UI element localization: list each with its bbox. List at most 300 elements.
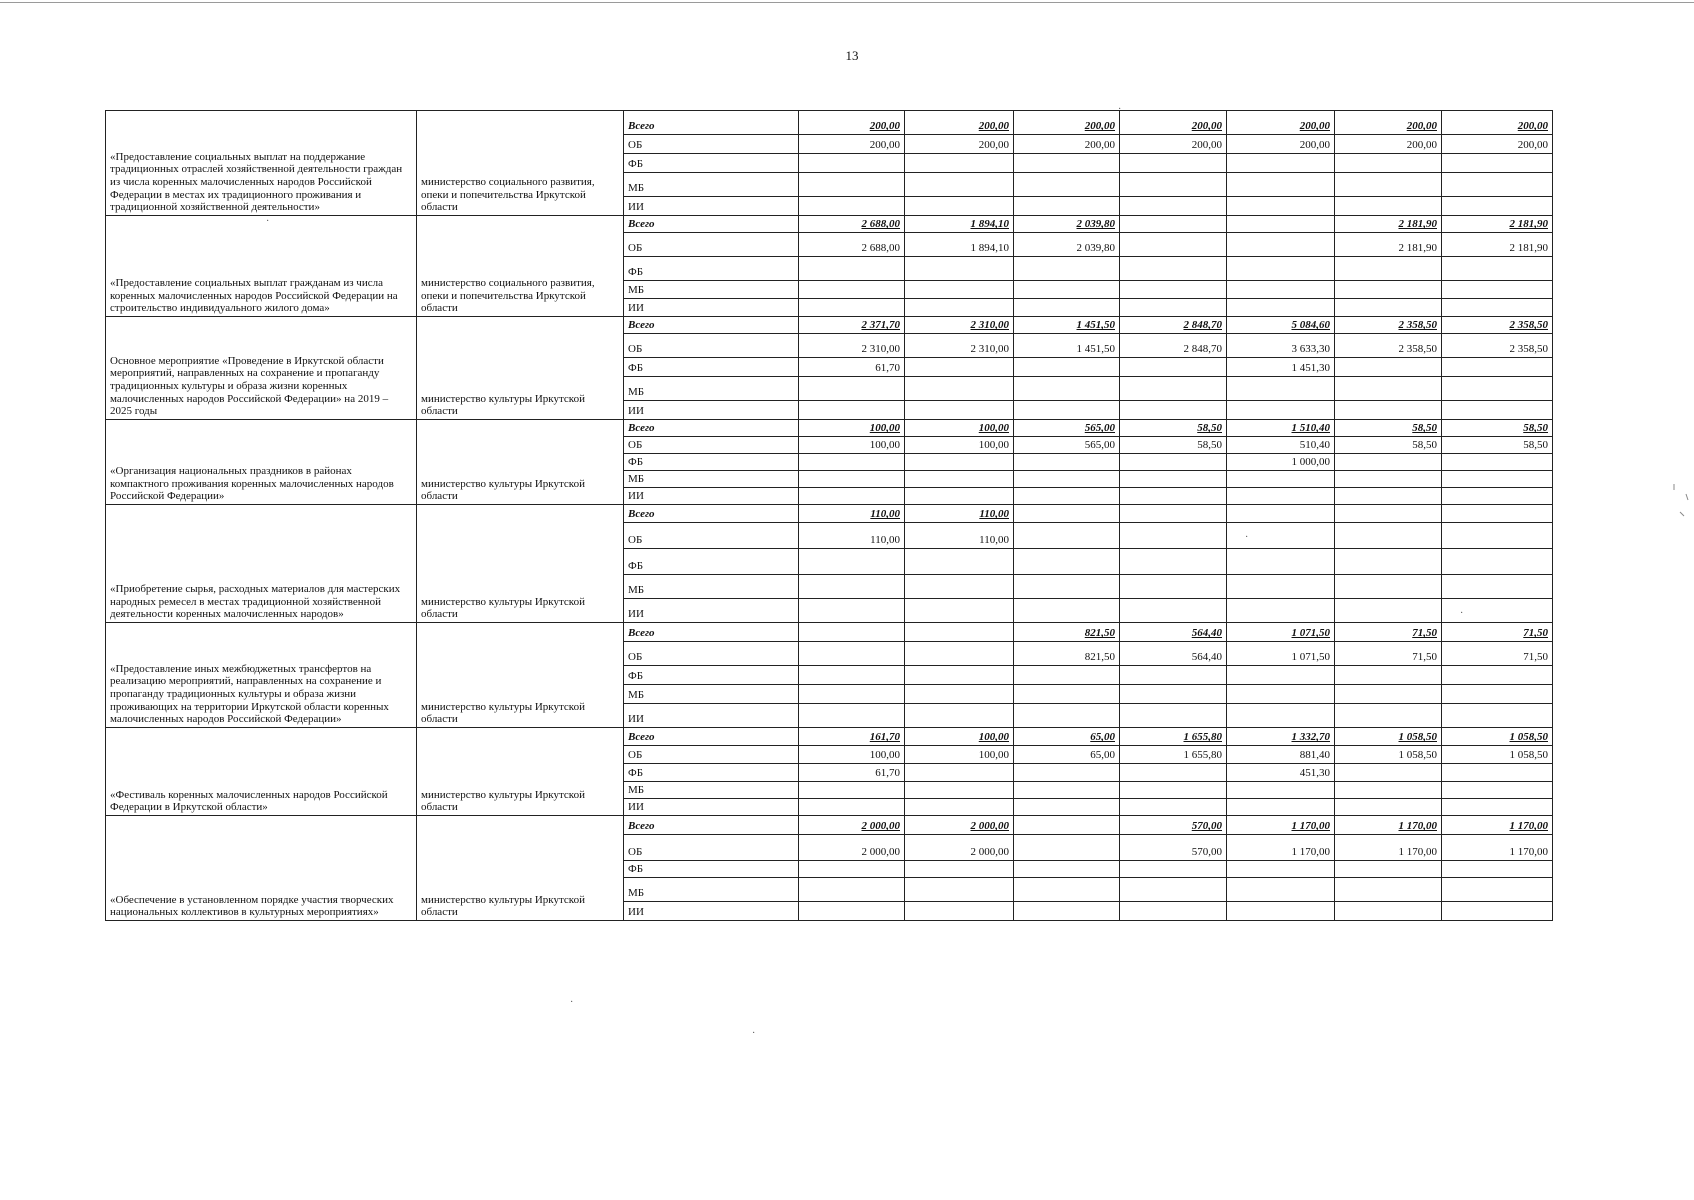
amount-cell bbox=[905, 281, 1014, 299]
amount-cell bbox=[1335, 666, 1442, 685]
amount-cell bbox=[1227, 154, 1335, 173]
amount-cell: 2 358,50 bbox=[1442, 334, 1553, 358]
responsible-executor-cell: министерство культуры Иркутской области bbox=[417, 505, 624, 623]
amount-cell bbox=[1227, 704, 1335, 728]
amount-cell: 1 170,00 bbox=[1227, 816, 1335, 835]
amount-cell bbox=[1442, 575, 1553, 599]
amount-cell bbox=[1120, 666, 1227, 685]
amount-cell: 110,00 bbox=[799, 505, 905, 523]
amount-cell bbox=[799, 799, 905, 816]
amount-cell bbox=[1227, 549, 1335, 575]
amount-cell: 2 039,80 bbox=[1014, 233, 1120, 257]
amount-cell bbox=[1442, 257, 1553, 281]
amount-cell bbox=[799, 642, 905, 666]
amount-cell: 451,30 bbox=[1227, 764, 1335, 782]
amount-cell: 200,00 bbox=[1335, 135, 1442, 154]
amount-cell bbox=[1442, 197, 1553, 216]
amount-cell bbox=[905, 902, 1014, 921]
amount-cell bbox=[1442, 401, 1553, 420]
table-row-total bbox=[106, 505, 1553, 523]
amount-cell bbox=[1227, 782, 1335, 799]
amount-cell bbox=[1120, 704, 1227, 728]
amount-cell: 2 310,00 bbox=[905, 317, 1014, 334]
amount-cell bbox=[1120, 505, 1227, 523]
amount-cell bbox=[1442, 902, 1553, 921]
amount-cell: 200,00 bbox=[1227, 111, 1335, 135]
amount-cell bbox=[1442, 377, 1553, 401]
amount-cell bbox=[1442, 764, 1553, 782]
amount-cell bbox=[1442, 299, 1553, 317]
amount-cell: 1 894,10 bbox=[905, 216, 1014, 233]
amount-cell: 2 371,70 bbox=[799, 317, 905, 334]
amount-cell bbox=[1442, 173, 1553, 197]
amount-cell bbox=[1014, 666, 1120, 685]
amount-cell: 1 510,40 bbox=[1227, 420, 1335, 437]
amount-cell bbox=[1120, 299, 1227, 317]
funding-source-label: ОБ bbox=[624, 437, 799, 454]
funding-source-label: Всего bbox=[624, 816, 799, 835]
amount-cell: 200,00 bbox=[905, 135, 1014, 154]
amount-cell: 200,00 bbox=[905, 111, 1014, 135]
amount-cell bbox=[1335, 599, 1442, 623]
amount-cell bbox=[1335, 704, 1442, 728]
amount-cell bbox=[1335, 505, 1442, 523]
amount-cell bbox=[905, 197, 1014, 216]
amount-cell bbox=[799, 599, 905, 623]
amount-cell bbox=[1335, 299, 1442, 317]
amount-cell bbox=[799, 154, 905, 173]
amount-cell: 58,50 bbox=[1335, 420, 1442, 437]
amount-cell: 3 633,30 bbox=[1227, 334, 1335, 358]
funding-source-label: МБ bbox=[624, 782, 799, 799]
activity-name-cell: «Предоставление иных межбюджетных трансфертов на реализацию мероприятий, направленных на сохранение и пропаганду традиционных культуры и образа жизни проживающих на территории Иркутской области коренных малочисленных народов Российской Федерации» bbox=[106, 623, 417, 728]
amount-cell bbox=[1335, 861, 1442, 878]
amount-cell bbox=[1335, 197, 1442, 216]
amount-cell bbox=[1335, 799, 1442, 816]
funding-source-label: ФБ bbox=[624, 549, 799, 575]
amount-cell bbox=[905, 575, 1014, 599]
funding-source-label: ОБ bbox=[624, 835, 799, 861]
amount-cell bbox=[799, 878, 905, 902]
amount-cell bbox=[1120, 764, 1227, 782]
funding-source-label: МБ bbox=[624, 575, 799, 599]
amount-cell bbox=[1442, 782, 1553, 799]
amount-cell bbox=[905, 878, 1014, 902]
funding-source-label: МБ bbox=[624, 685, 799, 704]
amount-cell bbox=[1120, 173, 1227, 197]
amount-cell bbox=[799, 257, 905, 281]
amount-cell: 1 655,80 bbox=[1120, 728, 1227, 746]
activity-name-cell: Основное мероприятие «Проведение в Иркутской области мероприятий, направленных на сохранение и пропаганду традиционных культуры и образа жизни коренных малочисленных народов Российской Федерации» на 2019 – 2025 годы bbox=[106, 317, 417, 420]
amount-cell bbox=[1120, 154, 1227, 173]
amount-cell bbox=[1335, 281, 1442, 299]
amount-cell bbox=[1335, 764, 1442, 782]
amount-cell: 71,50 bbox=[1335, 623, 1442, 642]
funding-source-label: ОБ bbox=[624, 233, 799, 257]
amount-cell bbox=[905, 154, 1014, 173]
amount-cell bbox=[1014, 599, 1120, 623]
amount-cell bbox=[1120, 575, 1227, 599]
amount-cell: 110,00 bbox=[905, 505, 1014, 523]
amount-cell: 2 039,80 bbox=[1014, 216, 1120, 233]
amount-cell bbox=[1335, 523, 1442, 549]
amount-cell: 1 058,50 bbox=[1335, 728, 1442, 746]
amount-cell bbox=[905, 488, 1014, 505]
amount-cell bbox=[1442, 799, 1553, 816]
amount-cell bbox=[1014, 257, 1120, 281]
amount-cell bbox=[1227, 233, 1335, 257]
amount-cell bbox=[905, 642, 1014, 666]
amount-cell: 58,50 bbox=[1120, 420, 1227, 437]
funding-source-label: МБ bbox=[624, 377, 799, 401]
amount-cell: 2 181,90 bbox=[1442, 233, 1553, 257]
amount-cell bbox=[1442, 488, 1553, 505]
amount-cell: 1 332,70 bbox=[1227, 728, 1335, 746]
funding-source-label: ОБ bbox=[624, 135, 799, 154]
scan-speck: · bbox=[752, 1028, 756, 1039]
amount-cell bbox=[1120, 685, 1227, 704]
amount-cell: 821,50 bbox=[1014, 623, 1120, 642]
scan-speck: · bbox=[1245, 532, 1249, 543]
amount-cell: 200,00 bbox=[1442, 111, 1553, 135]
amount-cell bbox=[1227, 575, 1335, 599]
amount-cell: 570,00 bbox=[1120, 835, 1227, 861]
amount-cell: 565,00 bbox=[1014, 420, 1120, 437]
amount-cell bbox=[905, 685, 1014, 704]
funding-source-label: ОБ bbox=[624, 746, 799, 764]
amount-cell: 2 358,50 bbox=[1442, 317, 1553, 334]
funding-source-label: ИИ bbox=[624, 401, 799, 420]
amount-cell: 1 451,30 bbox=[1227, 358, 1335, 377]
amount-cell bbox=[1120, 281, 1227, 299]
amount-cell: 200,00 bbox=[1120, 111, 1227, 135]
amount-cell bbox=[905, 454, 1014, 471]
amount-cell bbox=[799, 401, 905, 420]
funding-source-label: ОБ bbox=[624, 642, 799, 666]
amount-cell bbox=[1014, 523, 1120, 549]
amount-cell bbox=[1120, 878, 1227, 902]
amount-cell: 1 451,50 bbox=[1014, 317, 1120, 334]
amount-cell bbox=[799, 861, 905, 878]
amount-cell bbox=[799, 488, 905, 505]
amount-cell bbox=[1120, 471, 1227, 488]
amount-cell bbox=[1014, 299, 1120, 317]
funding-source-label: МБ bbox=[624, 878, 799, 902]
amount-cell: 200,00 bbox=[1227, 135, 1335, 154]
amount-cell bbox=[1227, 401, 1335, 420]
amount-cell bbox=[799, 471, 905, 488]
activity-name-cell: «Приобретение сырья, расходных материалов для мастерских народных ремесел в местах традиционной хозяйственной деятельности коренных малочисленных народов» bbox=[106, 505, 417, 623]
amount-cell bbox=[1335, 782, 1442, 799]
funding-source-label: Всего bbox=[624, 216, 799, 233]
amount-cell bbox=[1014, 902, 1120, 921]
amount-cell bbox=[799, 704, 905, 728]
amount-cell bbox=[1014, 549, 1120, 575]
amount-cell: 1 894,10 bbox=[905, 233, 1014, 257]
amount-cell: 200,00 bbox=[1014, 135, 1120, 154]
amount-cell bbox=[905, 173, 1014, 197]
amount-cell: 1 071,50 bbox=[1227, 623, 1335, 642]
amount-cell bbox=[1335, 575, 1442, 599]
amount-cell bbox=[799, 377, 905, 401]
amount-cell bbox=[1442, 505, 1553, 523]
amount-cell: 100,00 bbox=[799, 746, 905, 764]
amount-cell bbox=[1442, 471, 1553, 488]
funding-source-label: ИИ bbox=[624, 299, 799, 317]
amount-cell: 71,50 bbox=[1335, 642, 1442, 666]
amount-cell: 1 058,50 bbox=[1442, 728, 1553, 746]
amount-cell bbox=[799, 549, 905, 575]
amount-cell bbox=[1227, 902, 1335, 921]
amount-cell bbox=[905, 471, 1014, 488]
funding-source-label: ФБ bbox=[624, 861, 799, 878]
amount-cell: 1 058,50 bbox=[1335, 746, 1442, 764]
funding-source-label: ФБ bbox=[624, 358, 799, 377]
amount-cell bbox=[905, 799, 1014, 816]
amount-cell bbox=[1335, 257, 1442, 281]
amount-cell bbox=[799, 454, 905, 471]
funding-source-label: ОБ bbox=[624, 523, 799, 549]
amount-cell bbox=[1227, 799, 1335, 816]
scan-border-line bbox=[0, 2, 1694, 3]
amount-cell: 565,00 bbox=[1014, 437, 1120, 454]
responsible-executor-cell: министерство культуры Иркутской области bbox=[417, 317, 624, 420]
amount-cell bbox=[1120, 377, 1227, 401]
scan-speck: · bbox=[1460, 608, 1464, 619]
amount-cell bbox=[1442, 861, 1553, 878]
amount-cell: 1 058,50 bbox=[1442, 746, 1553, 764]
amount-cell: 71,50 bbox=[1442, 642, 1553, 666]
amount-cell bbox=[905, 861, 1014, 878]
amount-cell: 881,40 bbox=[1227, 746, 1335, 764]
amount-cell: 100,00 bbox=[905, 420, 1014, 437]
amount-cell bbox=[1014, 782, 1120, 799]
amount-cell: 2 310,00 bbox=[905, 334, 1014, 358]
amount-cell bbox=[905, 623, 1014, 642]
amount-cell bbox=[1120, 401, 1227, 420]
amount-cell: 100,00 bbox=[799, 437, 905, 454]
amount-cell bbox=[1335, 154, 1442, 173]
scan-speck: · bbox=[570, 997, 574, 1008]
amount-cell bbox=[1335, 377, 1442, 401]
amount-cell: 821,50 bbox=[1014, 642, 1120, 666]
amount-cell: 65,00 bbox=[1014, 746, 1120, 764]
amount-cell bbox=[1120, 197, 1227, 216]
table-row-total bbox=[106, 728, 1553, 746]
amount-cell: 1 071,50 bbox=[1227, 642, 1335, 666]
amount-cell bbox=[1442, 666, 1553, 685]
amount-cell bbox=[1120, 861, 1227, 878]
amount-cell bbox=[1014, 816, 1120, 835]
amount-cell bbox=[1335, 358, 1442, 377]
amount-cell bbox=[1227, 599, 1335, 623]
amount-cell: 1 451,50 bbox=[1014, 334, 1120, 358]
amount-cell: 61,70 bbox=[799, 358, 905, 377]
amount-cell bbox=[799, 173, 905, 197]
amount-cell bbox=[1227, 377, 1335, 401]
funding-source-label: ФБ bbox=[624, 257, 799, 281]
amount-cell bbox=[1227, 471, 1335, 488]
amount-cell bbox=[1014, 575, 1120, 599]
amount-cell bbox=[1014, 685, 1120, 704]
amount-cell bbox=[905, 666, 1014, 685]
activity-name-cell: «Предоставление социальных выплат на поддержание традиционных отраслей хозяйственной деятельности граждан из числа коренных малочисленных народов Российской Федерации в местах их традиционного проживания и традиционной хозяйственной деятельности» bbox=[106, 111, 417, 216]
amount-cell bbox=[1014, 835, 1120, 861]
amount-cell bbox=[1120, 549, 1227, 575]
amount-cell bbox=[1442, 281, 1553, 299]
activity-name-cell: «Организация национальных праздников в районах компактного проживания коренных малочисленных народов Российской Федерации» bbox=[106, 420, 417, 505]
activity-name-cell: «Предоставление социальных выплат гражданам из числа коренных малочисленных народов Российской Федерации на строительство индивидуального жилого дома» bbox=[106, 216, 417, 317]
amount-cell bbox=[1227, 861, 1335, 878]
amount-cell bbox=[905, 599, 1014, 623]
amount-cell bbox=[1014, 197, 1120, 216]
funding-source-label: Всего bbox=[624, 728, 799, 746]
amount-cell bbox=[1120, 799, 1227, 816]
amount-cell bbox=[1014, 154, 1120, 173]
amount-cell bbox=[1442, 454, 1553, 471]
amount-cell: 2 181,90 bbox=[1335, 216, 1442, 233]
amount-cell: 100,00 bbox=[799, 420, 905, 437]
amount-cell bbox=[1014, 764, 1120, 782]
amount-cell: 2 848,70 bbox=[1120, 334, 1227, 358]
amount-cell: 2 848,70 bbox=[1120, 317, 1227, 334]
amount-cell bbox=[1120, 488, 1227, 505]
funding-source-label: ИИ bbox=[624, 704, 799, 728]
amount-cell: 564,40 bbox=[1120, 623, 1227, 642]
amount-cell bbox=[1227, 523, 1335, 549]
amount-cell: 110,00 bbox=[905, 523, 1014, 549]
funding-source-label: ФБ bbox=[624, 666, 799, 685]
amount-cell: 1 170,00 bbox=[1442, 835, 1553, 861]
budget-table bbox=[105, 110, 1553, 921]
amount-cell: 65,00 bbox=[1014, 728, 1120, 746]
amount-cell: 58,50 bbox=[1442, 420, 1553, 437]
amount-cell bbox=[1335, 401, 1442, 420]
amount-cell bbox=[1442, 154, 1553, 173]
amount-cell: 2 688,00 bbox=[799, 233, 905, 257]
amount-cell: 570,00 bbox=[1120, 816, 1227, 835]
amount-cell: 200,00 bbox=[799, 111, 905, 135]
amount-cell bbox=[905, 377, 1014, 401]
responsible-executor-cell: министерство культуры Иркутской области bbox=[417, 420, 624, 505]
amount-cell: 71,50 bbox=[1442, 623, 1553, 642]
amount-cell bbox=[905, 401, 1014, 420]
amount-cell bbox=[1014, 488, 1120, 505]
table-row-total bbox=[106, 111, 1553, 135]
amount-cell bbox=[1227, 197, 1335, 216]
amount-cell bbox=[799, 685, 905, 704]
amount-cell bbox=[799, 197, 905, 216]
amount-cell bbox=[1227, 216, 1335, 233]
table-row-total bbox=[106, 816, 1553, 835]
amount-cell bbox=[1227, 488, 1335, 505]
funding-source-label: МБ bbox=[624, 173, 799, 197]
amount-cell bbox=[1442, 523, 1553, 549]
table-row-total bbox=[106, 317, 1553, 334]
amount-cell bbox=[1014, 861, 1120, 878]
amount-cell bbox=[1120, 358, 1227, 377]
amount-cell bbox=[799, 281, 905, 299]
amount-cell bbox=[1120, 257, 1227, 281]
amount-cell: 564,40 bbox=[1120, 642, 1227, 666]
amount-cell bbox=[1335, 173, 1442, 197]
amount-cell bbox=[1335, 549, 1442, 575]
amount-cell bbox=[1227, 685, 1335, 704]
amount-cell bbox=[799, 575, 905, 599]
scan-edge-marks bbox=[1672, 480, 1694, 540]
responsible-executor-cell: министерство культуры Иркутской области bbox=[417, 728, 624, 816]
budget-table-body bbox=[106, 111, 1553, 921]
amount-cell bbox=[1335, 488, 1442, 505]
amount-cell: 200,00 bbox=[1335, 111, 1442, 135]
responsible-executor-cell: министерство культуры Иркутской области bbox=[417, 816, 624, 921]
funding-source-label: ИИ bbox=[624, 197, 799, 216]
amount-cell bbox=[799, 782, 905, 799]
amount-cell bbox=[1227, 173, 1335, 197]
amount-cell bbox=[1120, 523, 1227, 549]
funding-source-label: Всего bbox=[624, 420, 799, 437]
amount-cell: 1 170,00 bbox=[1227, 835, 1335, 861]
amount-cell bbox=[905, 782, 1014, 799]
amount-cell bbox=[1335, 454, 1442, 471]
amount-cell bbox=[1120, 216, 1227, 233]
amount-cell bbox=[1120, 233, 1227, 257]
amount-cell bbox=[1442, 704, 1553, 728]
responsible-executor-cell: министерство социального развития, опеки и попечительства Иркутской области bbox=[417, 111, 624, 216]
funding-source-label: МБ bbox=[624, 471, 799, 488]
funding-source-label: ИИ bbox=[624, 599, 799, 623]
amount-cell bbox=[1014, 358, 1120, 377]
amount-cell bbox=[1442, 599, 1553, 623]
activity-name-cell: «Фестиваль коренных малочисленных народов Российской Федерации в Иркутской области» bbox=[106, 728, 417, 816]
scan-speck: · bbox=[266, 216, 270, 227]
amount-cell bbox=[799, 299, 905, 317]
amount-cell: 110,00 bbox=[799, 523, 905, 549]
amount-cell: 510,40 bbox=[1227, 437, 1335, 454]
amount-cell bbox=[1014, 401, 1120, 420]
amount-cell bbox=[1227, 666, 1335, 685]
amount-cell: 161,70 bbox=[799, 728, 905, 746]
amount-cell bbox=[799, 623, 905, 642]
amount-cell: 58,50 bbox=[1442, 437, 1553, 454]
amount-cell bbox=[1227, 505, 1335, 523]
funding-source-label: Всего bbox=[624, 505, 799, 523]
amount-cell bbox=[1014, 878, 1120, 902]
scan-speck: · bbox=[1118, 104, 1122, 115]
amount-cell bbox=[1442, 685, 1553, 704]
funding-source-label: ФБ bbox=[624, 154, 799, 173]
amount-cell bbox=[1442, 878, 1553, 902]
funding-source-label: ИИ bbox=[624, 902, 799, 921]
amount-cell bbox=[1335, 471, 1442, 488]
amount-cell: 200,00 bbox=[799, 135, 905, 154]
amount-cell bbox=[1014, 799, 1120, 816]
amount-cell: 58,50 bbox=[1335, 437, 1442, 454]
amount-cell: 61,70 bbox=[799, 764, 905, 782]
amount-cell bbox=[905, 704, 1014, 728]
funding-source-label: Всего bbox=[624, 623, 799, 642]
amount-cell bbox=[799, 666, 905, 685]
amount-cell bbox=[905, 549, 1014, 575]
amount-cell bbox=[1014, 377, 1120, 401]
amount-cell: 2 000,00 bbox=[905, 835, 1014, 861]
amount-cell: 2 358,50 bbox=[1335, 317, 1442, 334]
amount-cell: 100,00 bbox=[905, 746, 1014, 764]
table-row-total bbox=[106, 216, 1553, 233]
amount-cell bbox=[1014, 173, 1120, 197]
amount-cell: 100,00 bbox=[905, 437, 1014, 454]
amount-cell bbox=[905, 764, 1014, 782]
